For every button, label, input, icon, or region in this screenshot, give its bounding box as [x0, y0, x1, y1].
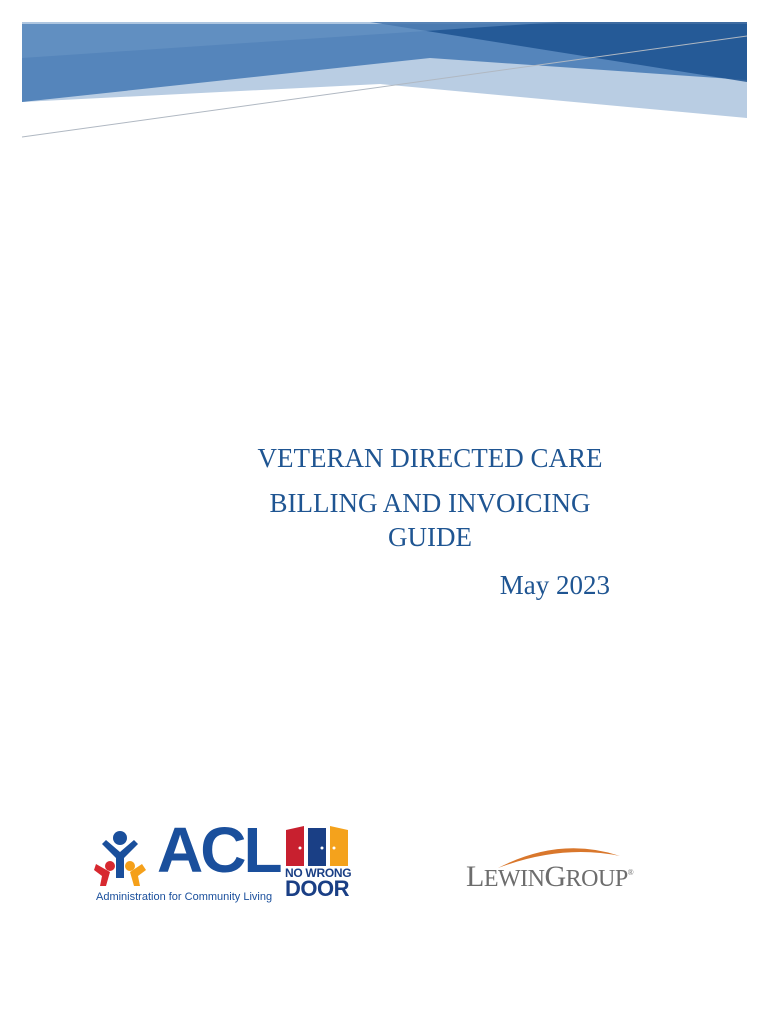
title-line-1: VETERAN DIRECTED CARE [257, 443, 603, 473]
no-wrong-door-line-1: NO WRONG [285, 866, 352, 880]
document-date: May 2023 [499, 570, 610, 600]
lewin-roup: ROUP [565, 866, 628, 892]
header-banner [0, 0, 770, 150]
title-line-2: BILLING AND INVOICING [269, 488, 591, 518]
no-wrong-door-icon [284, 826, 354, 868]
no-wrong-door-line-2: DOOR [285, 876, 349, 901]
lewin-l: L [466, 860, 484, 893]
title-block [200, 441, 660, 554]
acl-tagline: Administration for Community Living [96, 891, 273, 903]
title-line-3: GUIDE [388, 522, 472, 552]
acl-logo-text: ACL [157, 814, 280, 886]
lewin-g: G [544, 860, 566, 893]
lewin-ewin: EWIN [483, 866, 545, 892]
lewin-group-logo-text [466, 860, 633, 894]
lewin-registered-mark: ® [627, 868, 634, 877]
